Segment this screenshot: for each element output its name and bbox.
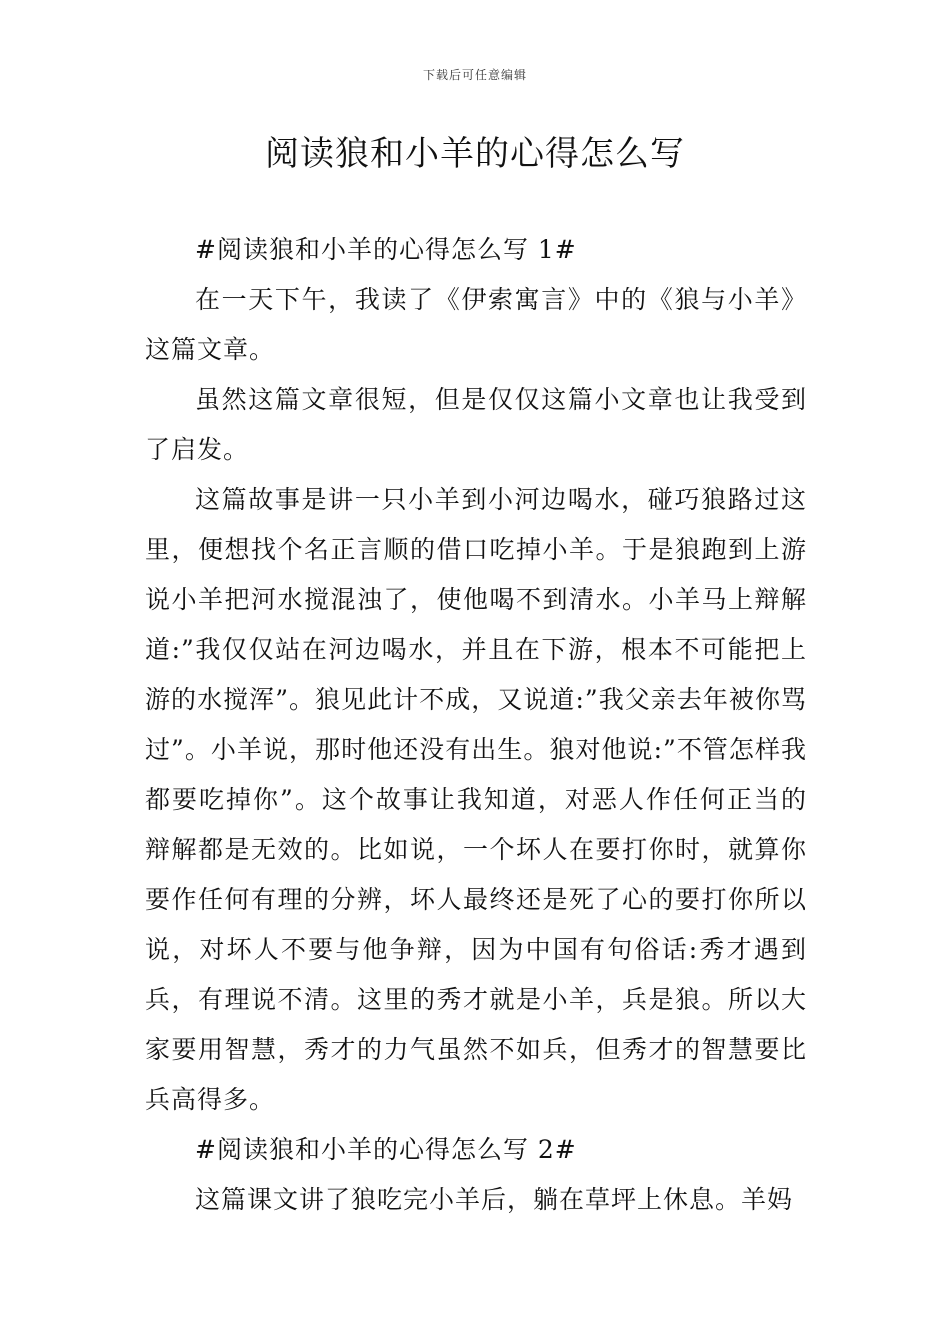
paragraph: 在一天下午，我读了《伊索寓言》中的《狼与小羊》这篇文章。 — [145, 285, 807, 364]
paragraph: 这篇课文讲了狼吃完小羊后，躺在草坪上休息。羊妈 — [195, 1185, 794, 1214]
section-heading-1: #阅读狼和小羊的心得怎么写 1# — [195, 235, 577, 264]
paragraph: 这篇故事是讲一只小羊到小河边喝水，碰巧狼路过这里，便想找个名正言顺的借口吃掉小羊。于是狼跑到上游说小羊把河水搅混浊了，使他喝不到清水。小羊马上辩解道:”我仅仅站在河边喝水，并且在下游，根本不可能把上游的水搅浑”。狼见此计不成，又说道:”我父亲去年被你骂过”。小羊说，那时他还没有出生。狼对他说:”不管怎样我都要吃掉你”。这个故事让我知道，对恶人作任何正当的辩解都是无效的。比如说，一个坏人在要打你时，就算你要作任何有理的分辨，坏人最终还是死了心的要打你所以说，对坏人不要与他争辩，因为中国有句俗话:秀才遇到兵，有理说不清。这里的秀才就是小羊，兵是狼。所以大家要用智慧，秀才的力气虽然不如兵，但秀才的智慧要比兵高得多。 — [145, 485, 807, 1114]
paragraph: 虽然这篇文章很短，但是仅仅这篇小文章也让我受到了启发。 — [145, 385, 807, 464]
document-title: 阅读狼和小羊的心得怎么写 — [265, 134, 685, 174]
document-body — [145, 225, 807, 1225]
header-note: 下载后可任意编辑 — [422, 68, 527, 82]
section-heading-2: #阅读狼和小羊的心得怎么写 2# — [195, 1135, 577, 1164]
